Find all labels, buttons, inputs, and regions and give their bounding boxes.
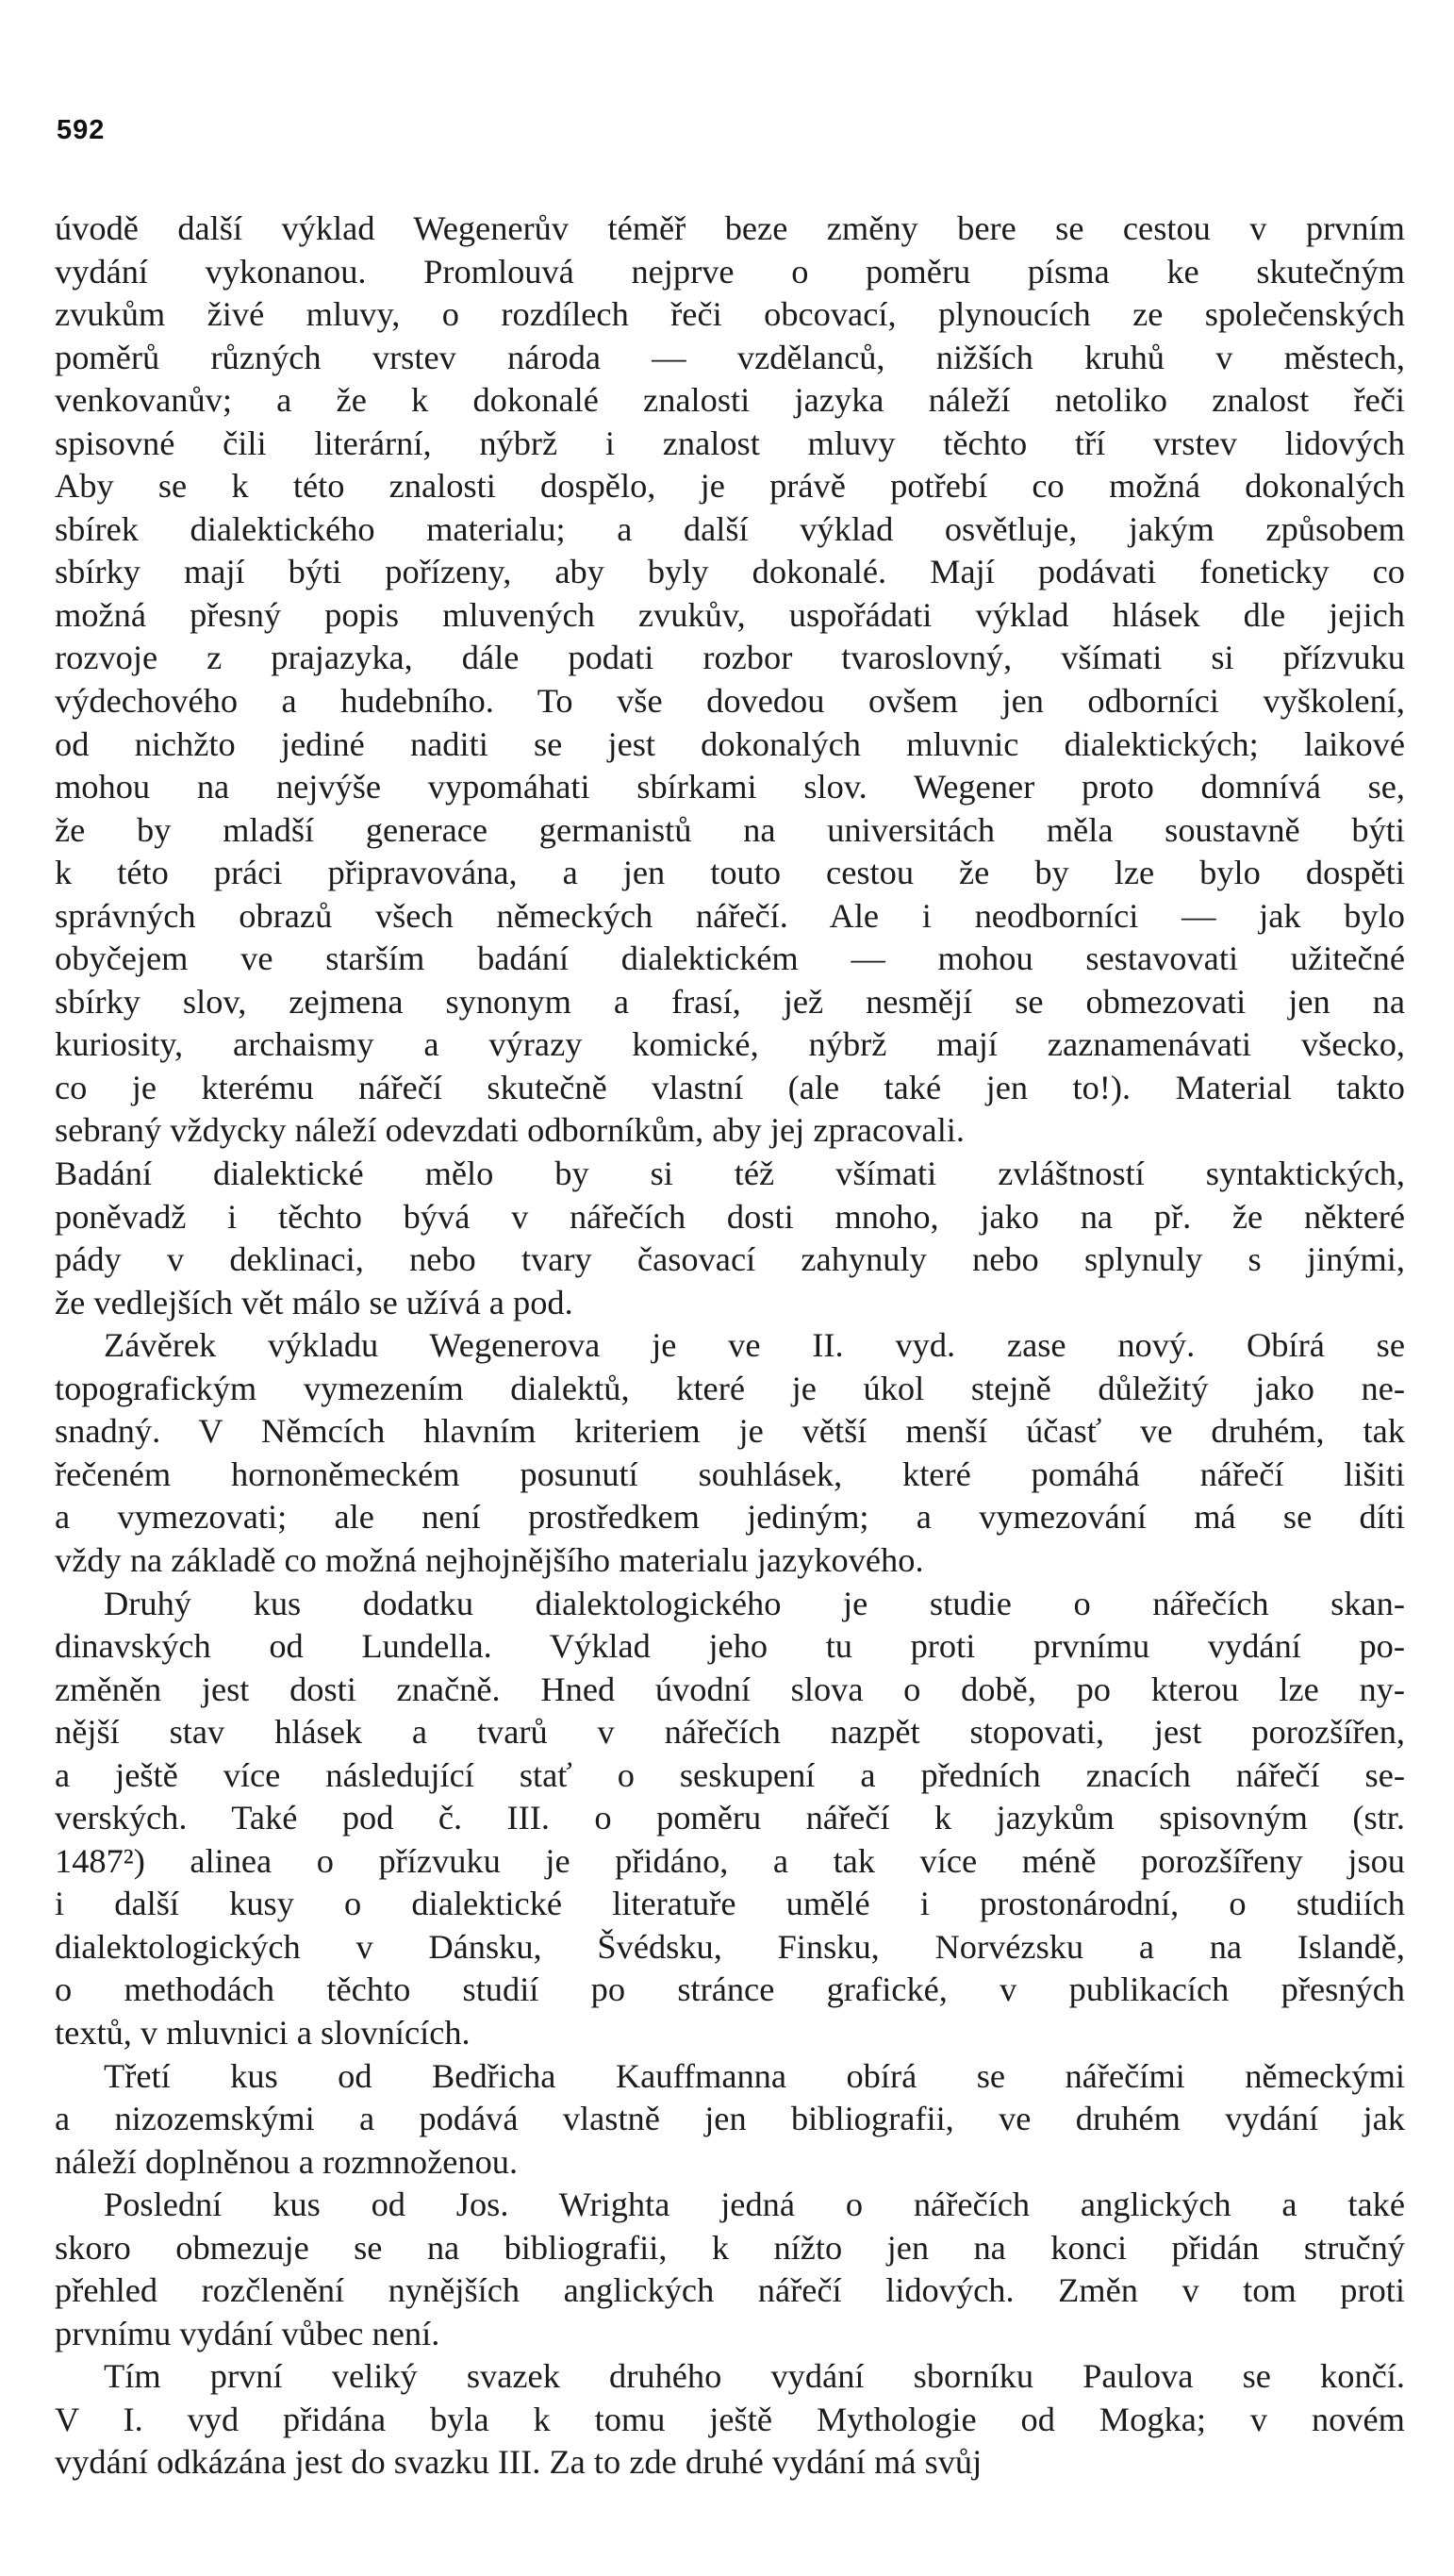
paragraph <box>55 208 1405 1153</box>
text-line: správných obrazů všech německých nářečí. Ale i neodborníci — jak bylo <box>55 896 1405 935</box>
text-line: i další kusy o dialektické literatuře umělé i prostonárodní, o studiích <box>55 1885 1405 1923</box>
text-line: a vymezovati; ale není prostředkem jediným; a vymezování má se díti <box>55 1498 1405 1537</box>
text-line: Druhý kus dodatku dialektologického je studie o nářečích skan- <box>104 1584 1405 1622</box>
text-line: sebraný vždycky náleží odevzdati odborníkům, aby jej zpracovali. <box>55 1111 966 1150</box>
text-line: Závěrek výkladu Wegenerova je ve II. vyd. zase nový. Obírá se <box>104 1326 1405 1365</box>
text-line: prvnímu vydání vůbec není. <box>55 2314 440 2352</box>
text-line: k této práci připravována, a jen touto cestou že by lze bylo dospěti <box>55 854 1405 892</box>
text-line: Poslední kus od Jos. Wrighta jedná o nářečích anglických a také <box>104 2185 1405 2224</box>
text-line: co je kterému nářečí skutečně vlastní (ale také jen to!). Material takto <box>55 1068 1405 1106</box>
text-line: dinavských od Lundella. Výklad jeho tu proti prvnímu vydání po- <box>55 1627 1405 1666</box>
text-line: dialektologických v Dánsku, Švédsku, Finsku, Norvézsku a na Islandě, <box>55 1927 1405 1966</box>
text-line: možná přesný popis mluvených zvukův, uspořádati výklad hlásek dle jejich <box>55 595 1405 634</box>
text-line: sbírky mají býti pořízeny, aby byly dokonalé. Mají podávati foneticky co <box>55 553 1405 591</box>
text-line: řečeném hornoněmeckém posunutí souhlásek, které pomáhá nářečí lišiti <box>55 1454 1405 1493</box>
text-line: náleží doplněnou a rozmnoženou. <box>55 2142 519 2181</box>
text-line: poměrů různých vrstev národa — vzdělanců, nižších kruhů v městech, <box>55 338 1405 376</box>
text-line: vždy na základě co možná nejhojnějšího materialu jazykového. <box>55 1540 924 1579</box>
text-line: obyčejem ve starším badání dialektickém — mohou sestavovati užitečné <box>55 939 1405 978</box>
text-line: nější stav hlásek a tvarů v nářečích nazpět stopovati, jest porozšířen, <box>55 1713 1405 1752</box>
text-line: úvodě další výklad Wegenerův téměř beze změny bere se cestou v prvním <box>55 209 1405 247</box>
text-line: Třetí kus od Bedřicha Kauffmanna obírá se nářečími německými <box>104 2056 1405 2095</box>
text-line: topografickým vymezením dialektů, které je úkol stejně důležitý jako ne- <box>55 1369 1405 1407</box>
text-line: vydání odkázána jest do svazku III. Za to zde druhé vydání má svůj <box>55 2443 983 2482</box>
text-line: Aby se k této znalosti dospělo, je právě potřebí co možná dokonalých <box>55 467 1405 506</box>
text-line: výdechového a hudebního. To vše dovedou ovšem jen odborníci vyškolení, <box>55 682 1405 721</box>
text-line: verských. Také pod č. III. o poměru nářečí k jazykům spisovným (str. <box>55 1799 1405 1837</box>
text-line: a nizozemskými a podává vlastně jen bibliografii, ve druhém vydání jak <box>55 2100 1405 2138</box>
text-line: přehled rozčlenění nynějších anglických nářečí lidových. Změn v tom proti <box>55 2271 1405 2310</box>
text-line: že vedlejších vět málo se užívá a pod. <box>55 1283 573 1321</box>
text-line: o methodách těchto studií po stránce grafické, v publikacích přesných <box>55 1970 1405 2009</box>
text-line: sbírek dialektického materialu; a další výklad osvětluje, jakým způsobem <box>55 509 1405 548</box>
paragraph <box>55 1324 1405 1582</box>
body-text <box>55 208 1405 2485</box>
text-line: a ještě více následující stať o seskupení a předních znacích nářečí se- <box>55 1755 1405 1794</box>
text-line: V I. vyd přidána byla k tomu ještě Mythologie od Mogka; v novém <box>55 2400 1405 2438</box>
text-line: od nichžto jediné naditi se jest dokonalých mluvnic dialektických; laikové <box>55 724 1405 763</box>
text-line: změněn jest dosti značně. Hned úvodní slova o době, po kterou lze ny- <box>55 1670 1405 1708</box>
text-line: poněvadž i těchto bývá v nářečích dosti mnoho, jako na př. že některé <box>55 1197 1405 1236</box>
paragraph <box>55 2184 1405 2355</box>
text-line: Badání dialektické mělo by si též všímati zvláštností syntaktických, <box>55 1155 1405 1193</box>
text-line: spisovné čili literární, nýbrž i znalost mluvy těchto tří vrstev lidových <box>55 424 1405 462</box>
text-line: kuriosity, archaismy a výrazy komické, nýbrž mají zaznamenávati všecko, <box>55 1025 1405 1064</box>
text-line: rozvoje z prajazyka, dále podati rozbor tvaroslovný, všímati si přízvuku <box>55 639 1405 677</box>
text-line: vydání vykonanou. Promlouvá nejprve o poměru písma ke skutečným <box>55 252 1405 291</box>
text-line: mohou na nejvýše vypomáhati sbírkami slov. Wegener proto domnívá se, <box>55 768 1405 806</box>
text-line: Tím první veliký svazek druhého vydání sborníku Paulova se končí. <box>104 2357 1405 2396</box>
page-number: 592 <box>57 115 106 145</box>
text-line: textů, v mluvnici a slovnících. <box>55 2013 471 2052</box>
text-line: venkovanův; a že k dokonalé znalosti jazyka náleží netoliko znalost řeči <box>55 381 1405 420</box>
paragraph <box>55 2055 1405 2185</box>
text-line: že by mladší generace germanistů na universitách měla soustavně býti <box>55 810 1405 849</box>
text-line: snadný. V Němcích hlavním kriteriem je větší menší účasť ve druhém, tak <box>55 1412 1405 1451</box>
text-line: zvukům živé mluvy, o rozdílech řeči obcovací, plynoucích ze společenských <box>55 295 1405 334</box>
text-line: skoro obmezuje se na bibliografii, k nížto jen na konci přidán stručný <box>55 2228 1405 2267</box>
text-line: pády v deklinaci, nebo tvary časovací zahynuly nebo splynuly s jinými, <box>55 1240 1405 1279</box>
paragraph <box>55 1583 1405 2055</box>
text-line: sbírky slov, zejmena synonym a frasí, jež nesmějí se obmezovati jen na <box>55 982 1405 1021</box>
paragraph <box>55 1153 1405 1324</box>
text-line: 1487²) alinea o přízvuku je přidáno, a tak více méně porozšířeny jsou <box>55 1841 1405 1880</box>
paragraph <box>55 2355 1405 2485</box>
